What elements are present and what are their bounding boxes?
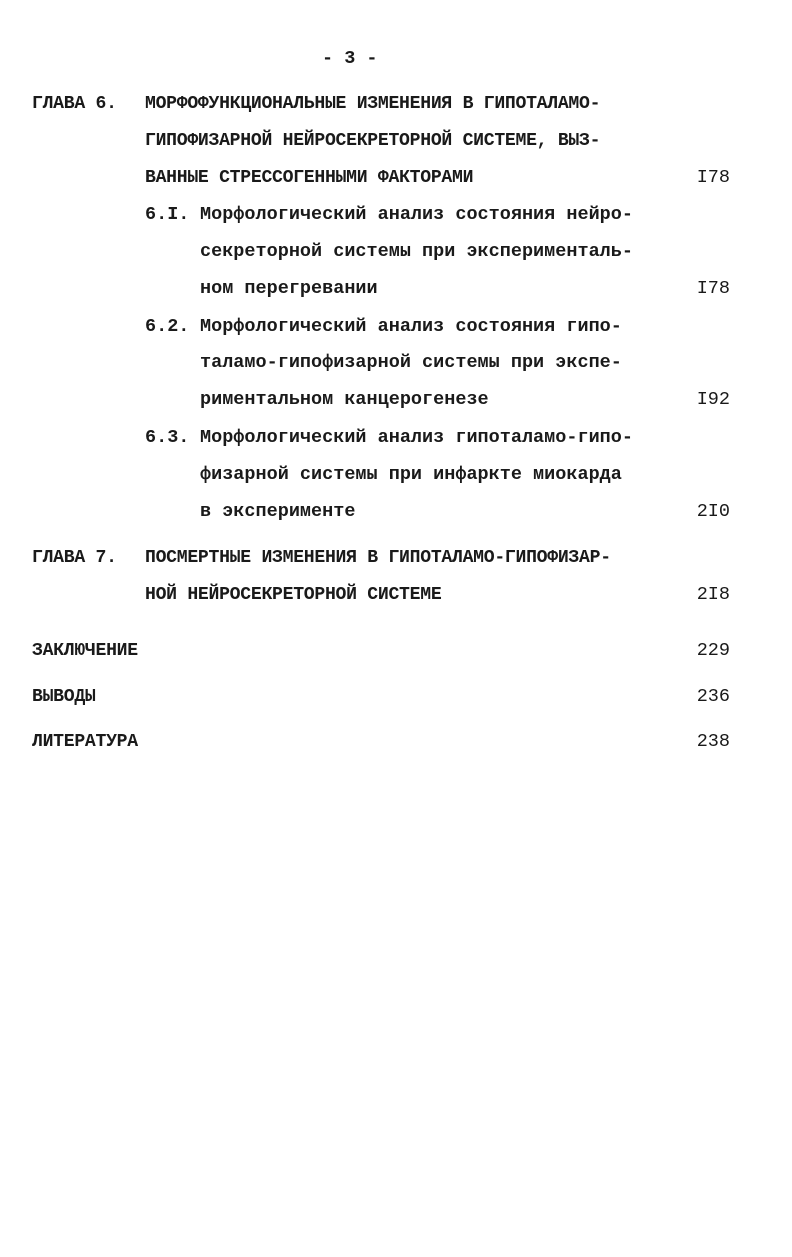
toc-page-number: 238 (696, 731, 730, 752)
toc-section-6-1-label: 6.I. (145, 204, 190, 225)
toc-chapter-6-line: МОРФОФУНКЦИОНАЛЬНЫЕ ИЗМЕНЕНИЯ В ГИПОТАЛАМО- (145, 93, 601, 114)
toc-section-6-3-line: Морфологический анализ гипоталамо-гипо- (200, 427, 633, 448)
toc-page-number: 2I8 (696, 584, 730, 605)
toc-chapter-6-line: ВАННЫЕ СТРЕССОГЕННЫМИ ФАКТОРАМИ (145, 167, 474, 188)
toc-section-6-1-line: секреторной системы при эксперименталь- (200, 241, 633, 262)
toc-chapter-7-label: ГЛАВА 7. (32, 547, 117, 568)
toc-page-number: I78 (696, 278, 730, 299)
toc-page-number: I78 (696, 167, 730, 188)
toc-literature: ЛИТЕРАТУРА (32, 731, 138, 752)
toc-chapter-6-line: ГИПОФИЗАРНОЙ НЕЙРОСЕКРЕТОРНОЙ СИСТЕМЕ, ВЫЗ- (145, 130, 601, 151)
toc-page-number: 229 (696, 640, 730, 661)
toc-page-number: I92 (696, 389, 730, 410)
toc-page-number: 2I0 (696, 501, 730, 522)
toc-conclusion: ЗАКЛЮЧЕНИЕ (32, 640, 138, 661)
toc-section-6-2-line: таламо-гипофизарной системы при экспе- (200, 352, 622, 373)
toc-section-6-2-line: риментальном канцерогенезе (200, 389, 489, 410)
toc-chapter-7-line: ПОСМЕРТНЫЕ ИЗМЕНЕНИЯ В ГИПОТАЛАМО-ГИПОФИЗАР- (145, 547, 611, 568)
page-number: - 3 - (322, 48, 378, 69)
toc-page-number: 236 (696, 686, 730, 707)
toc-section-6-3-line: физарной системы при инфаркте миокарда (200, 464, 622, 485)
toc-findings: ВЫВОДЫ (32, 686, 96, 707)
toc-section-6-2-line: Морфологический анализ состояния гипо- (200, 316, 622, 337)
toc-section-6-2-label: 6.2. (145, 316, 190, 337)
toc-section-6-3-label: 6.3. (145, 427, 190, 448)
toc-section-6-1-line: Морфологический анализ состояния нейро- (200, 204, 633, 225)
toc-section-6-3-line: в эксперименте (200, 501, 356, 522)
toc-chapter-7-line: НОЙ НЕЙРОСЕКРЕТОРНОЙ СИСТЕМЕ (145, 584, 442, 605)
toc-chapter-6-label: ГЛАВА 6. (32, 93, 117, 114)
toc-section-6-1-line: ном перегревании (200, 278, 378, 299)
